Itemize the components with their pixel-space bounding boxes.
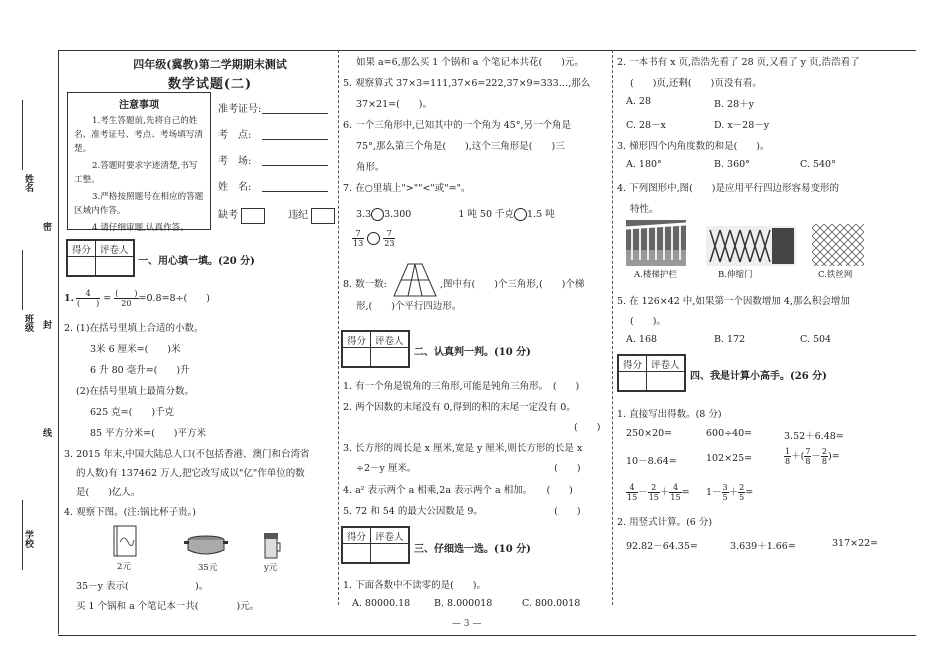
q7-row1: 3.3 3.300 1 吨 50 千克 1.5 吨 xyxy=(356,209,555,220)
score-table-1 xyxy=(66,239,135,277)
q2b: 6 升 80 毫升=( )升 xyxy=(90,365,190,376)
choice-1-b[interactable]: B. 8.000018 xyxy=(434,598,493,609)
score-table-2 xyxy=(341,330,410,368)
room-label: 考 场: xyxy=(218,156,252,167)
stair-railing-picture xyxy=(626,220,686,266)
name-label: 姓名 xyxy=(23,174,33,192)
judge-2-answer[interactable]: ( ) xyxy=(574,422,601,433)
choice-2-c[interactable]: C. 28－x xyxy=(626,120,666,131)
grader-cell[interactable] xyxy=(647,372,685,391)
choice-4-line1: 4. 下列图形中,图( )是应用平行四边形容易变形的 xyxy=(617,183,840,194)
exam-id-label: 准考证号: xyxy=(218,104,262,115)
score-cell[interactable] xyxy=(619,372,647,391)
choice-1-c[interactable]: C. 800.0018 xyxy=(522,598,581,609)
notice-item: 2.答题时要求字迹清楚,书写工整。 xyxy=(74,161,198,185)
calc-1-title: 1. 直接写出得数。(8 分) xyxy=(617,409,722,420)
notice-box xyxy=(67,92,211,233)
grader-cell[interactable] xyxy=(96,257,134,276)
judge-5: 5. 72 和 54 的最大公因数是 9。 ( ) xyxy=(343,506,581,517)
exam-header: 四年级(冀教)第二学期期末测试 xyxy=(133,58,287,71)
retractable-gate-picture xyxy=(706,226,796,266)
section-4-title: 四、我是计算小高手。(26 分) xyxy=(690,371,827,382)
choice-2-a[interactable]: A. 28 xyxy=(626,96,651,107)
pot-icon xyxy=(184,534,228,558)
q2c: (2)在括号里填上最简分数。 xyxy=(76,386,194,397)
calc-2-a: 92.82－64.35= xyxy=(626,541,698,552)
calc-1-e: 102×25= xyxy=(706,453,753,464)
score-table-4 xyxy=(617,354,686,392)
q6-line3: 角形。 xyxy=(356,162,385,173)
choice-3-c[interactable]: C. 540° xyxy=(800,159,836,170)
choice-5-line1: 5. 在 126×42 中,如果第一个因数增加 4,那么积会增加 xyxy=(617,296,850,307)
mi-label: 密 xyxy=(41,222,51,231)
trapezoid-figure xyxy=(392,262,438,298)
judge-2: 2. 两个因数的末尾没有 0,得到的积的末尾一定没有 0。 xyxy=(343,402,576,413)
fraction: $\frac{( )}{20}$ xyxy=(115,289,138,308)
notice-title: 注意事项 xyxy=(119,100,159,111)
grader-header: 评卷人 xyxy=(371,332,409,348)
name-field-label: 姓 名: xyxy=(218,182,252,193)
price-cup: y元 xyxy=(264,563,278,573)
q2a: 3米 6 厘米=( )米 xyxy=(90,344,181,355)
left-border xyxy=(58,50,59,634)
q4c: 如果 a=6,那么买 1 个锅和 a 个笔记本共花( )元。 xyxy=(356,57,584,68)
score-header: 得分 xyxy=(68,241,96,257)
compare-circle[interactable] xyxy=(371,208,384,221)
choice-5-c[interactable]: C. 504 xyxy=(800,334,832,345)
calc-1-b: 600÷40= xyxy=(706,428,753,439)
cup-icon xyxy=(262,530,282,560)
q8-line2: 形,( )个平行四边形。 xyxy=(356,301,462,312)
score-cell[interactable] xyxy=(343,348,371,367)
choice-2-line2: ( )页,还剩( )页没有看。 xyxy=(630,78,762,89)
q3-line1: 3. 2015 年末,中国大陆总人口(不包括香港、澳门和台湾省 xyxy=(64,449,310,460)
class-line xyxy=(22,250,23,310)
calc-1-a: 250×20= xyxy=(626,428,673,439)
section-3-title: 三、仔细选一选。(10 分) xyxy=(414,544,531,555)
price-pot: 35元 xyxy=(198,563,218,573)
q5-line1: 5. 观察算式 37×3=111,37×6=222,37×9=333…,那么 xyxy=(343,78,591,89)
fraction: $\frac{4}{( )}$ xyxy=(77,289,100,308)
choice-5-b[interactable]: B. 172 xyxy=(714,334,746,345)
q4-text: 4. 观察下图。(注:锅比杯子贵。) xyxy=(64,507,196,518)
site-label: 考 点: xyxy=(218,130,252,141)
q3-line3: 是( )亿人。 xyxy=(76,487,141,498)
grader-cell[interactable] xyxy=(371,544,409,563)
site-field[interactable] xyxy=(262,139,328,140)
calc-2-c: 317×22= xyxy=(832,538,879,549)
notice-item: 3.严格按照题号在相应的答题区域内作答。 xyxy=(74,192,204,216)
calc-1-h: 1－ $\frac{3}{5}$ ＋ $\frac{2}{5}$ = xyxy=(706,483,754,502)
choice-1: 1. 下面各数中不读零的是( )。 xyxy=(343,580,486,591)
notice-item: 4.请仔细审题,认真作答。 xyxy=(92,223,189,233)
q8-middle: ,图中有( )个三角形,( )个梯 xyxy=(440,279,585,290)
choice-3: 3. 梯形四个内角度数的和是( )。 xyxy=(617,141,770,152)
q7-text: 7. 在○里填上">""<"或"="。 xyxy=(343,183,471,194)
q3-line2: 的人数)有 137462 万人,把它改写成以"亿"作单位的数 xyxy=(76,468,305,479)
section-2-title: 二、认真判一判。(10 分) xyxy=(414,347,531,358)
column-divider-1 xyxy=(338,50,339,605)
score-header: 得分 xyxy=(343,332,371,348)
score-cell[interactable] xyxy=(68,257,96,276)
calc-1-g: $\frac{4}{15}$ － $\frac{2}{15}$ ＋ $\frac{4}{15}$ = xyxy=(627,483,690,502)
page-number: — 3 — xyxy=(452,619,482,629)
q1-number: 1. xyxy=(64,293,74,304)
name-line xyxy=(22,100,23,170)
q2-text: 2. (1)在括号里填上合适的小数。 xyxy=(64,323,204,334)
fraction: $\frac{7}{23}$ xyxy=(384,229,395,248)
notice-item: 1.考生答题前,先将自己的姓名、准考证号、考点、考场填写清楚。 xyxy=(74,116,203,154)
absent-box[interactable] xyxy=(241,208,265,224)
calc-1-d: 10－8.64= xyxy=(626,456,677,467)
q8-prefix: 8. 数一数: xyxy=(343,279,387,290)
picture-b-caption: B.伸缩门 xyxy=(718,270,753,280)
score-header: 得分 xyxy=(619,356,647,372)
calc-1-f: $\frac{1}{8}$ ＋( $\frac{7}{8}$ － $\frac{2}{8}$ )= xyxy=(785,447,840,466)
choice-2-b[interactable]: B. 28＋y xyxy=(714,99,754,110)
fraction: $\frac{7}{13}$ xyxy=(353,229,364,248)
feng-label: 封 xyxy=(41,320,51,329)
q6-line2: 75°,那么第三个角是( ),这个三角形是( )三 xyxy=(356,141,565,152)
judge-3-line1: 3. 长方形的周长是 x 厘米,宽是 y 厘米,则长方形的长是 x xyxy=(343,443,583,454)
price-notebook: 2元 xyxy=(117,562,131,572)
picture-c-caption: C.铁丝网 xyxy=(818,270,853,280)
calc-2-title: 2. 用竖式计算。(6 分) xyxy=(617,517,713,528)
choice-4-line2: 特性。 xyxy=(630,204,659,215)
q5-line2: 37×21=( )。 xyxy=(356,99,433,110)
judge-3-line2: ÷2－y 厘米。 ( ) xyxy=(356,463,581,474)
exam-id-field[interactable] xyxy=(262,113,328,114)
choice-2-d[interactable]: D. x－28－y xyxy=(714,120,770,131)
grader-cell[interactable] xyxy=(371,348,409,367)
notebook-icon xyxy=(112,524,140,558)
calc-2-b: 3.639＋1.66= xyxy=(730,541,796,552)
room-field[interactable] xyxy=(262,165,328,166)
score-table-3 xyxy=(341,526,410,564)
q1-expression: $\frac{4}{( )}$ = $\frac{( )}{20}$ =0.8=8÷( ) xyxy=(77,289,210,308)
xian-label: 线 xyxy=(41,428,51,437)
choice-1-a[interactable]: A. 80000.18 xyxy=(352,598,411,609)
wire-mesh-picture xyxy=(812,224,864,266)
q7-row2 xyxy=(352,229,395,248)
q4a: 35－y 表示( )。 xyxy=(76,581,209,592)
choice-2-line1: 2. 一本书有 x 页,浩浩先看了 28 页,又看了 y 页,浩浩看了 xyxy=(617,57,860,68)
column-divider-2 xyxy=(612,50,613,605)
judge-1: 1. 有一个角是锐角的三角形,可能是钝角三角形。 ( ) xyxy=(343,381,580,392)
class-label: 班级 xyxy=(23,314,33,332)
q2d: 625 克=( )千克 xyxy=(90,407,175,418)
grader-header: 评卷人 xyxy=(371,528,409,544)
picture-a-caption: A.楼梯护栏 xyxy=(634,270,677,280)
compare-circle[interactable] xyxy=(514,208,527,221)
compare-circle[interactable] xyxy=(367,232,380,245)
exam-title: 数学试题(二) xyxy=(167,77,253,92)
choice-5-a[interactable]: A. 168 xyxy=(626,334,658,345)
choice-3-a[interactable]: A. 180° xyxy=(626,159,662,170)
q4b: 买 1 个锅和 a 个笔记本一共( )元。 xyxy=(76,601,260,612)
choice-5-line2: ( )。 xyxy=(630,316,666,327)
name-field[interactable] xyxy=(262,191,328,192)
section-1-title: 一、用心填一填。(20 分) xyxy=(138,256,255,267)
grader-header: 评卷人 xyxy=(647,356,685,372)
school-label: 学校 xyxy=(23,530,33,548)
violation-label: 违纪 xyxy=(288,210,309,221)
absent-row xyxy=(218,206,335,224)
violation-box[interactable] xyxy=(311,208,335,224)
absent-label: 缺考 xyxy=(218,210,238,221)
score-header: 得分 xyxy=(343,528,371,544)
q6-line1: 6. 一个三角形中,已知其中的一个角为 45°,另一个角是 xyxy=(343,120,571,131)
score-cell[interactable] xyxy=(343,544,371,563)
calc-1-c: 3.52＋6.48= xyxy=(784,431,844,442)
judge-4: 4. a² 表示两个 a 相乘,2a 表示两个 a 相加。 ( ) xyxy=(343,485,573,496)
grader-header: 评卷人 xyxy=(96,241,134,257)
choice-3-b[interactable]: B. 360° xyxy=(714,159,750,170)
q2e: 85 平方分米=( )平方米 xyxy=(90,428,206,439)
